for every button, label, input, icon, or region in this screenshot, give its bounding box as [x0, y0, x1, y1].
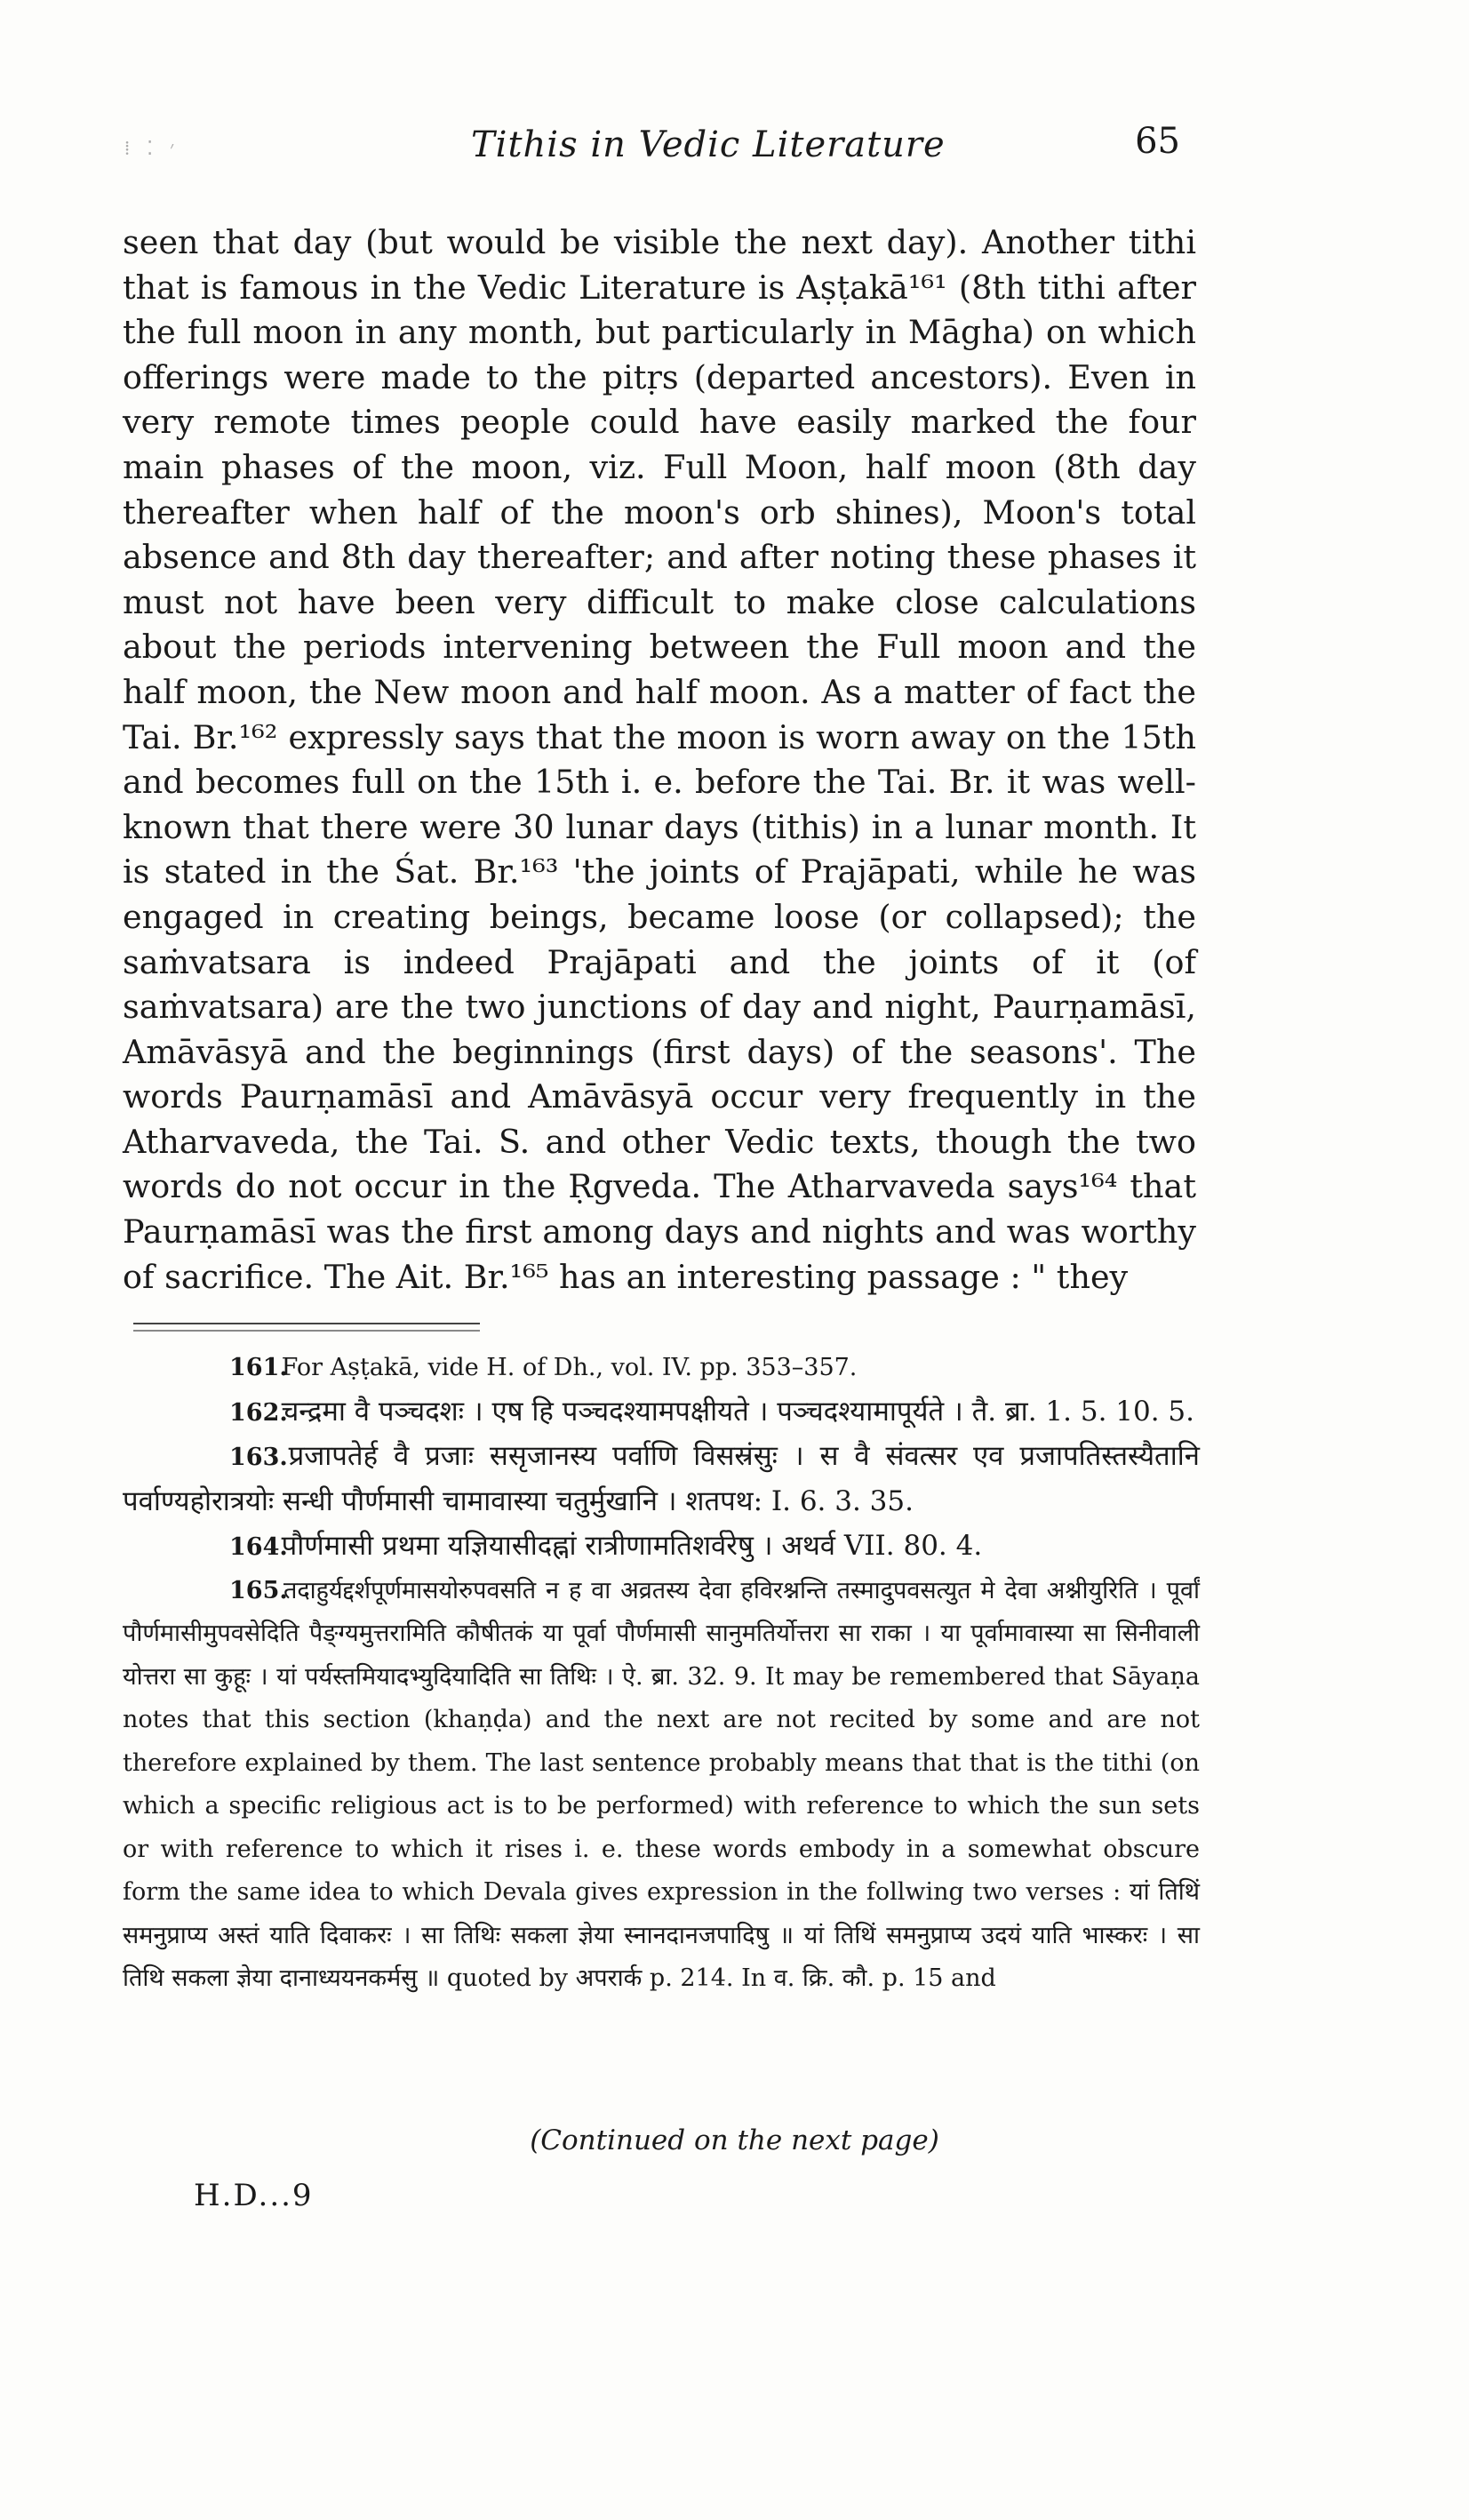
footnote-text: For Aṣṭakā, vide H. of Dh., vol. IV. pp. 353–357. [281, 1354, 858, 1381]
body-paragraph: seen that day (but would be visible the next day). Another tithi that is famous in the Vedic Literature is Aṣṭakā¹⁶¹ (8th tithi after the full moon in any month, but particularly in Māgha) on which offerings were made to the pitṛs (departed ancestors). Even in very remote times people could have easily marked the four main phases of the moon, viz. Full Moon, half moon (8th day thereafter when half of the moon's orb shines), Moon's total absence and 8th day thereafter; and after noting these phases it must not have been very difficult to make close calculations about the periods intervening between the Full moon and the half moon, the New moon and half moon. As a matter of fact the Tai. Br.¹⁶² expressly says that the moon is worn away on the 15th and becomes full on the 15th i. e. before the Tai. Br. it was well-known that there were 30 lunar days (tithis) in a lunar month. It is stated in the Śat. Br.¹⁶³ 'the joints of Prajāpati, while he was engaged in creating beings, became loose (or collapsed); the saṁvatsara is indeed Prajāpati and the joints of it (of saṁvatsara) are the two junctions of day and night, Paurṇamāsī, Amāvāsyā and the beginnings (first days) of the seasons'. The words Paurṇamāsī and Amāvāsyā occur very frequently in the Atharvaveda, the Tai. S. and other Vedic texts, though the two words do not occur in the Ṛgveda. The Atharvaveda says¹⁶⁴ that Paurṇamāsī was the first among days and nights and was worthy of sacrifice. The Ait. Br.¹⁶⁵ has an interesting passage : " they [123, 223, 1196, 1296]
running-title: Tithis in Vedic Literature [471, 124, 946, 165]
footnote-number: 161. [229, 1354, 288, 1381]
footnote-162 [123, 1390, 1200, 1436]
footnote-text: तदाहुर्यद्दर्शपूर्णमासयोरुपवसति न ह वा अव्रतस्य देवा हविरश्नन्ति तस्मादुपवसत्युत मे देवा अश्नीयुरिति । पूर्वां पौर्णमासीमुपवसेदिति पैङ्ग्यमुत्तरामिति कौषीतकं या पूर्वा पौर्णमासी सानुमतिर्योत्तरा सा राका । या पूर्वामावास्या सा सिनीवाली योत्तरा सा कुहूः । यां पर्यस्तमियादभ्युदियादिति सा तिथिः । ऐ. ब्रा. 32. 9. It may be remembered that Sāyaṇa notes that this section (khaṇḍa) and the next are not recited by some and are not therefore explained by them. The last sentence probably means that that is the tithi (on which a specific religious act is to be performed) with reference to which the sun sets or with reference to which it rises i. e. these words embody in a somewhat obscure form the same idea to which Devala gives expression in the follwing two verses : यां तिथिं समनुप्राप्य अस्तं याति दिवाकरः । सा तिथिः सकला ज्ञेया स्नानदानजपादिषु ॥ यां तिथिं समनुप्राप्य उदयं याति भास्करः । सा तिथि सकला ज्ञेया दानाध्ययनकर्मसु ॥ quoted by अपरार्क p. 214. In व. क्रि. कौ. p. 15 and [123, 1576, 1200, 1992]
footnote-165 [123, 1570, 1200, 2001]
page-number: 65 [1135, 121, 1180, 162]
signature-mark: H.D...9 [194, 2178, 314, 2213]
footnote-number: 162. [229, 1398, 288, 1427]
footnotes [123, 1347, 1200, 2001]
footnote-164 [123, 1524, 1200, 1570]
footnote-text: पौर्णमासी प्रथमा यज्ञियासीदह्नां रात्रीणामतिशर्वरेषु । अथर्व VII. 80. 4. [281, 1530, 983, 1562]
print-speck: ⁞ ⁚ ׳ [124, 138, 180, 160]
footnote-text: चन्द्रमा वै पञ्चदशः । एष हि पञ्चदश्यामपक्षीयते । पञ्चदश्यामापूर्यते । तै. ब्रा. 1. 5. 10. 5. [281, 1395, 1195, 1428]
page-header [124, 121, 1191, 178]
footnote-161 [123, 1347, 1200, 1390]
body-text [123, 220, 1196, 1300]
footnote-number: 164. [229, 1533, 288, 1561]
footnote-163 [123, 1435, 1200, 1524]
footnote-separator [133, 1323, 480, 1332]
continued-note: (Continued on the next page) [530, 2124, 939, 2156]
footnote-number: 163. [229, 1444, 288, 1471]
footnote-text: प्रजापतेर्ह वै प्रजाः ससृजानस्य पर्वाणि विसस्रंसुः । स वै संवत्सर एव प्रजापतिस्तस्यैतानि पर्वाण्यहोरात्रयोः सन्धी पौर्णमासी चामावास्या चतुर्मुखानि । शतपथ: I. 6. 3. 35. [123, 1440, 1200, 1517]
footnote-number: 165. [229, 1576, 288, 1604]
